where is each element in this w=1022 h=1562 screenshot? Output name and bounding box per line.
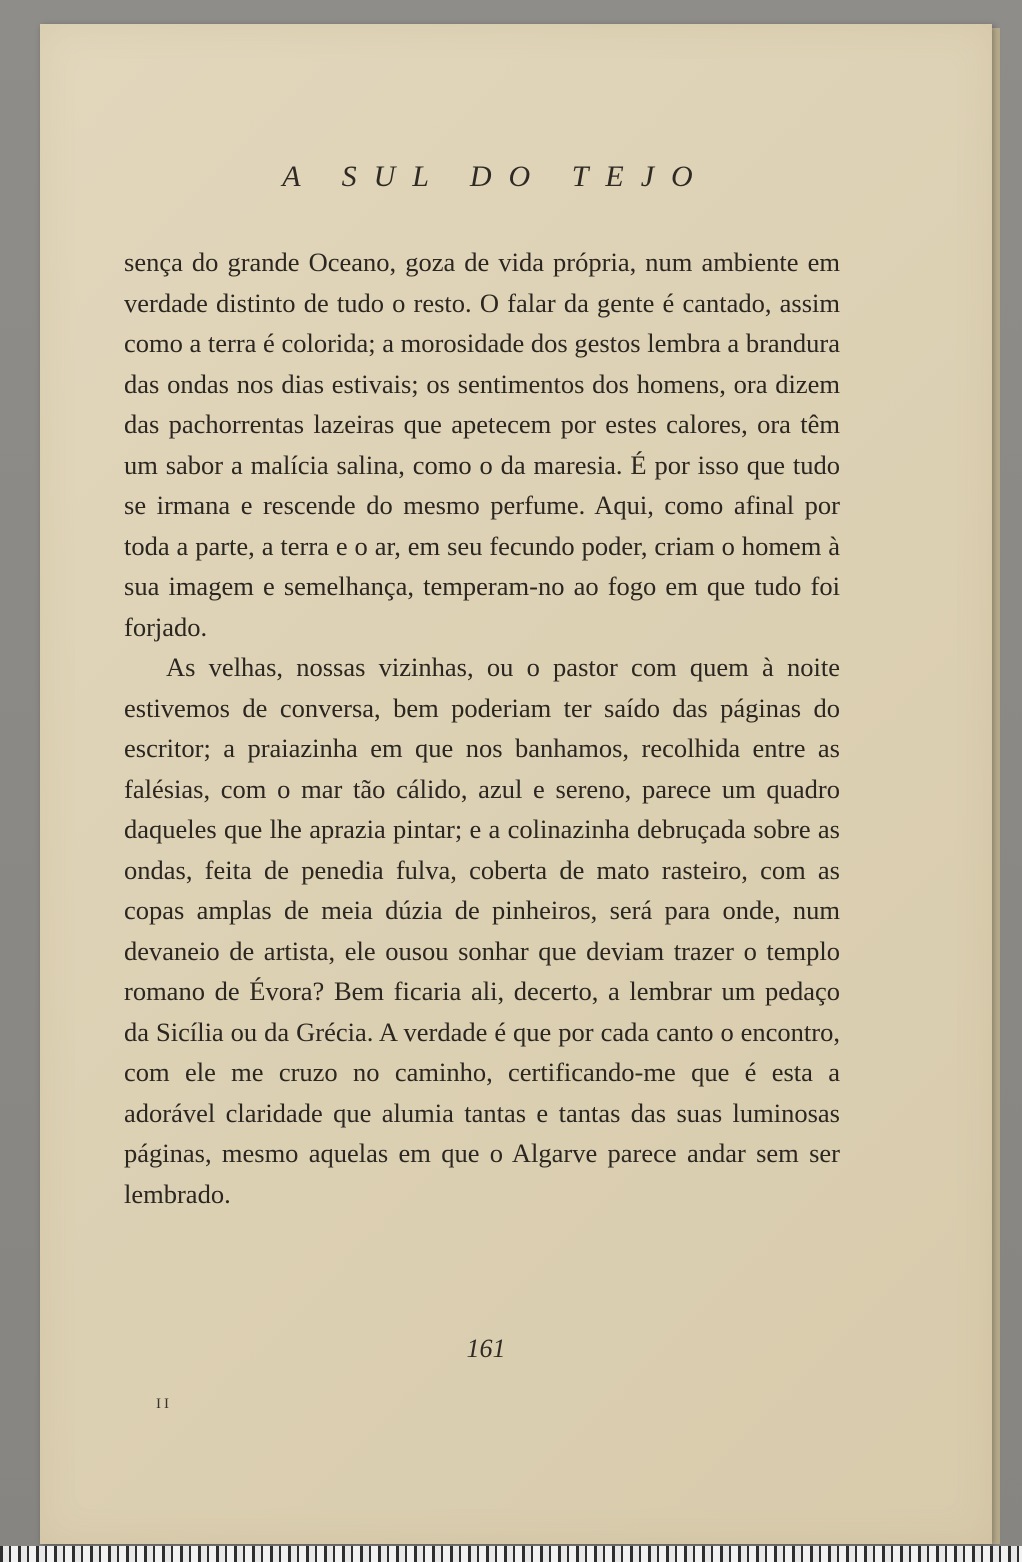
- signature-mark: II: [156, 1396, 172, 1412]
- running-head: A SUL DO TEJO: [282, 160, 710, 193]
- scan-ruler: [0, 1546, 1022, 1562]
- paragraph-2: As velhas, nossas vizinhas, ou o pastor com quem à noite estivemos de conversa, bem poderiam ter saído das páginas do escritor; a praiazinha em que nos banhamos, recolhida entre as falésias, com o mar tão cálido, azul e sereno, parece um quadro daqueles que lhe aprazia pintar; e a colinazinha debruçada sobre as ondas, feita de penedia fulva, coberta de mato rasteiro, com as copas amplas de meia dúzia de pinheiros, será para onde, num devaneio de artista, ele ousou sonhar que deviam trazer o templo romano de Évora? Bem ficaria ali, decerto, a lembrar um pedaço da Sicília ou da Grécia. A verdade é que por cada canto o encontro, com ele me cruzo no caminho, certificando-me que é esta a adorável claridade que alumia tantas e tantas das suas luminosas páginas, mesmo aquelas em que o Algarve parece andar sem ser lembrado.: [124, 652, 840, 1209]
- paragraph-1: sença do grande Oceano, goza de vida própria, num ambiente em verdade distinto de tudo o resto. O falar da gente é cantado, assim como a terra é colorida; a morosidade dos gestos lembra a brandura das ondas nos dias estivais; os sentimentos dos homens, ora dizem das pachorrentas lazeiras que apetecem por estes calores, ora têm um sabor a malícia salina, como o da maresia. É por isso que tudo se irmana e rescende do mesmo perfume. Aqui, como afinal por toda a parte, a terra e o ar, em seu fecundo poder, criam o homem à sua imagem e semelhança, temperam-no ao fogo em que tudo foi forjado.: [124, 247, 840, 642]
- page-number: 161: [466, 1334, 506, 1363]
- body-text: [124, 242, 840, 1214]
